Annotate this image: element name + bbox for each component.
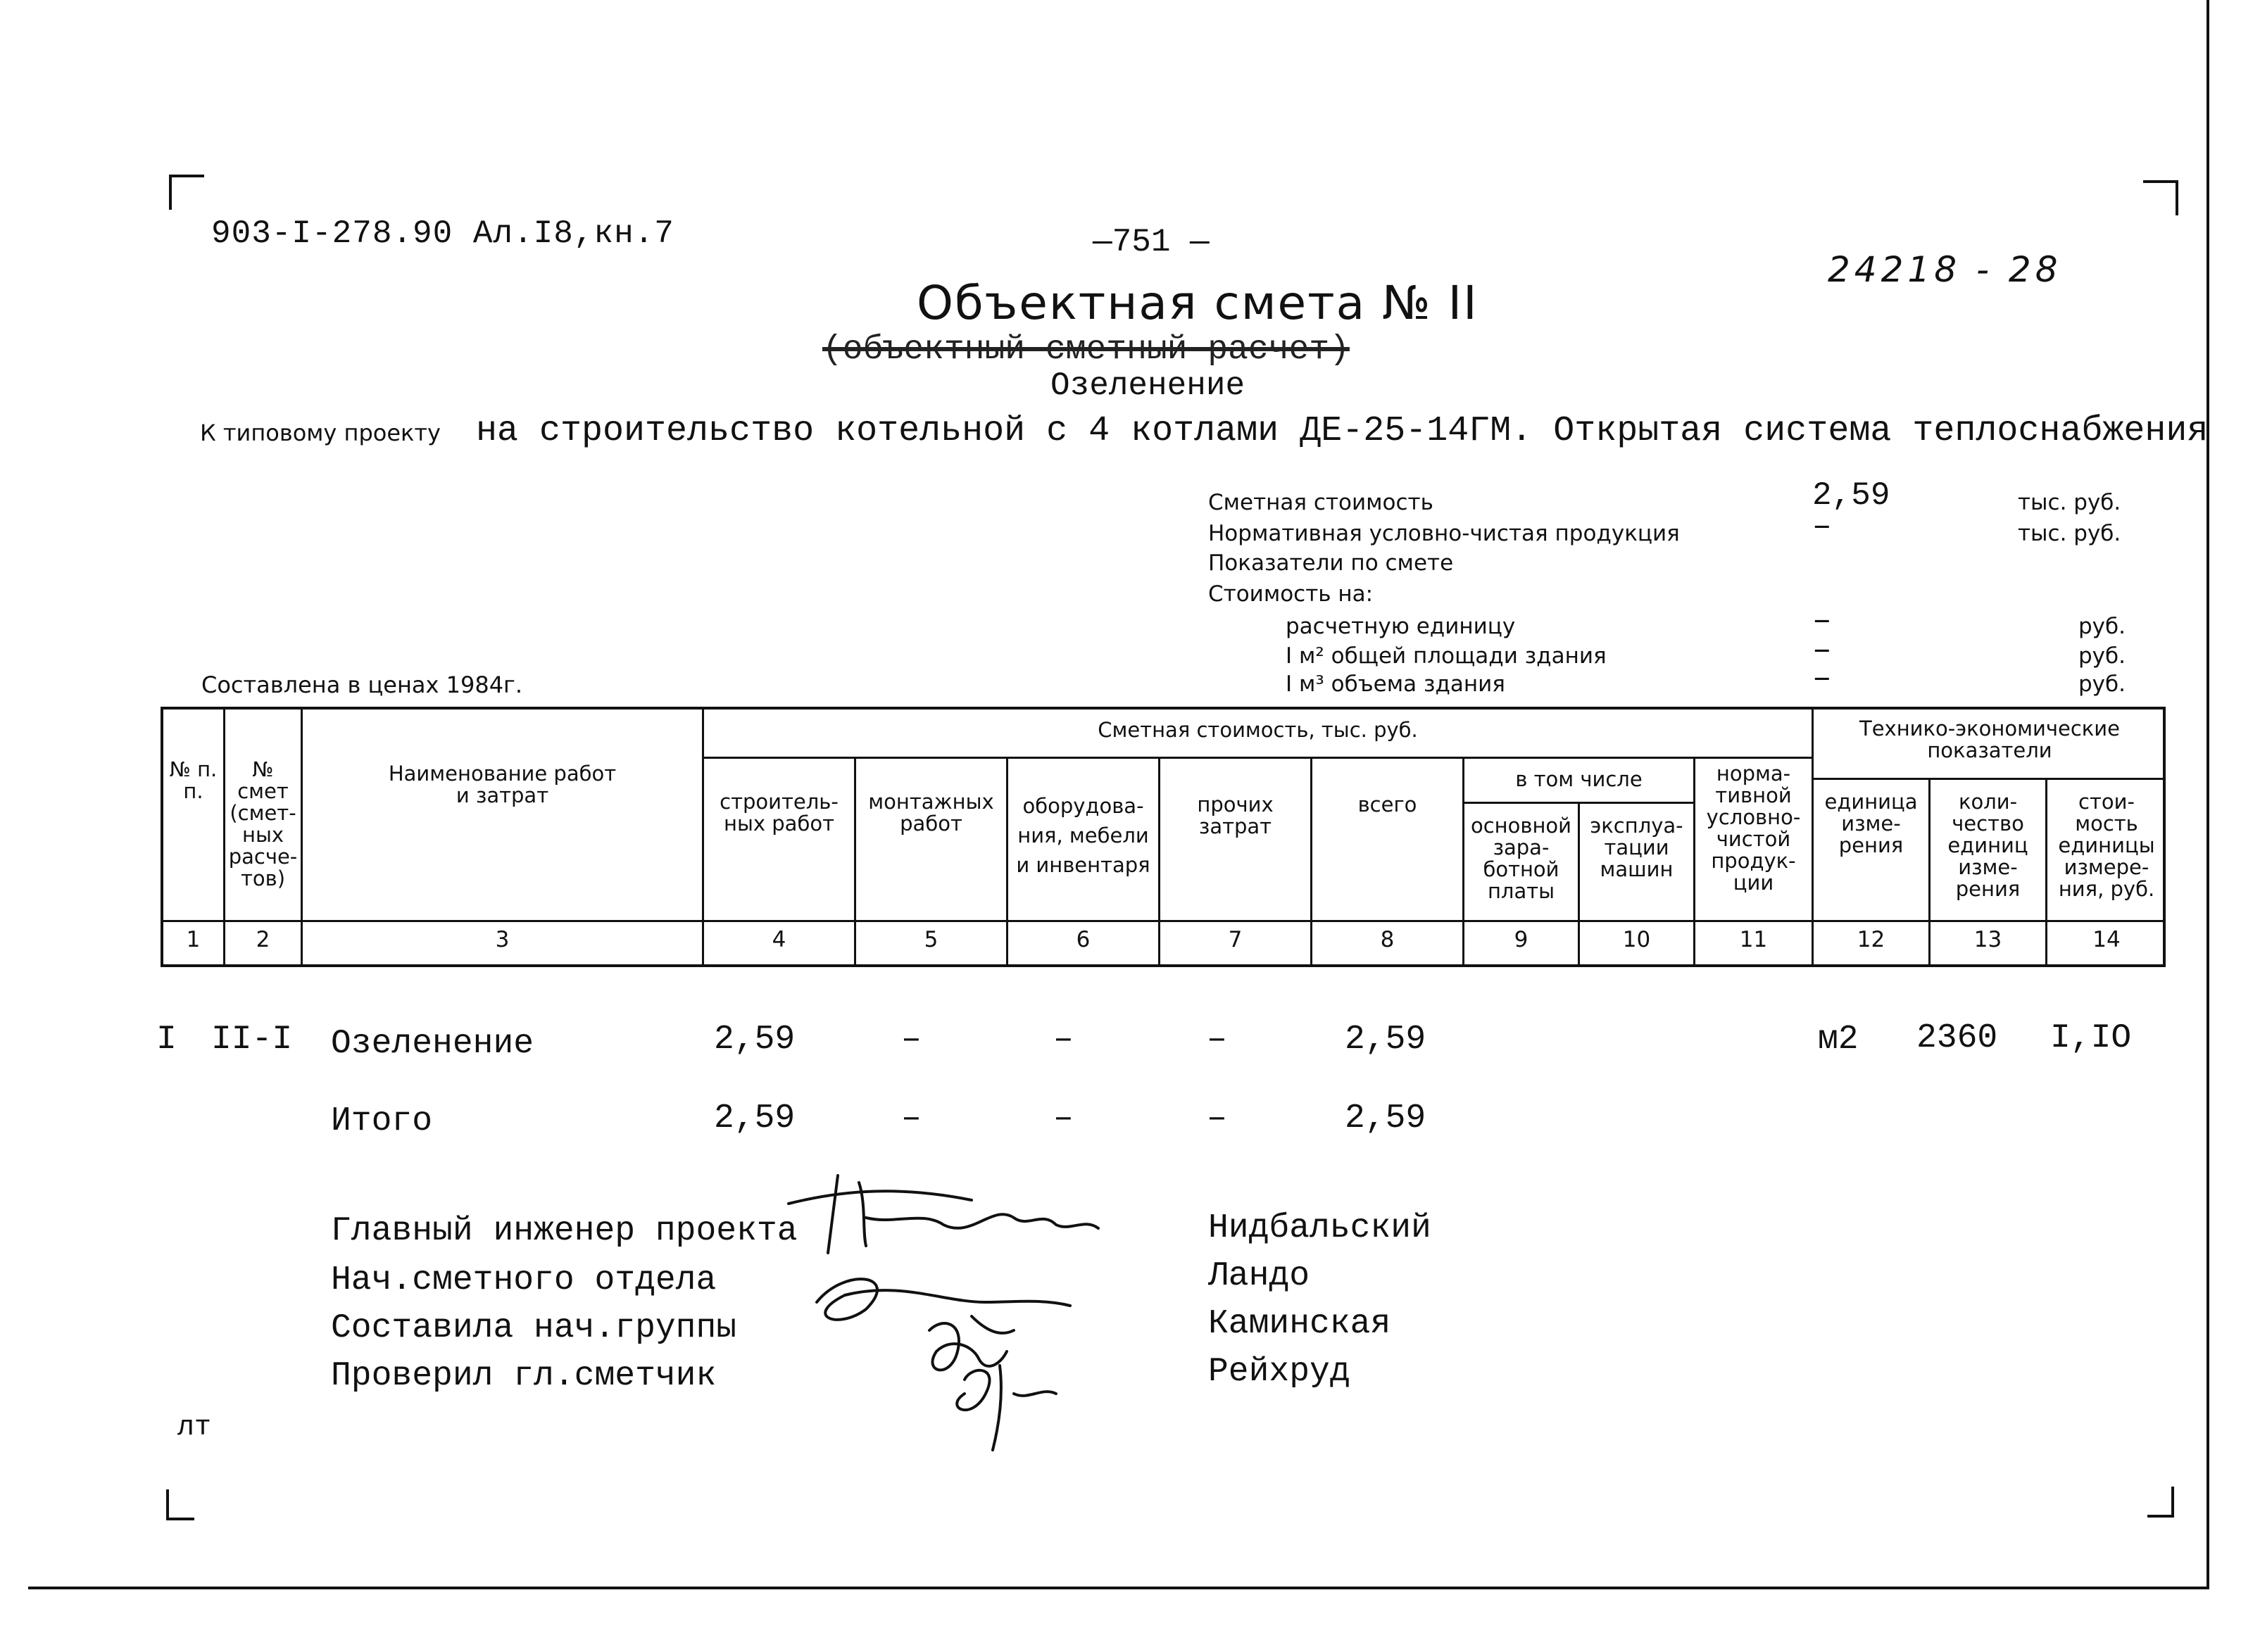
- col-number-8: 8: [1312, 922, 1464, 966]
- col-number-12: 12: [1814, 922, 1931, 966]
- total-other: –: [1207, 1099, 1227, 1137]
- col-number-13: 13: [1931, 922, 2047, 966]
- header-installation: монтажных работ: [856, 759, 1008, 922]
- row-no: I: [156, 1021, 177, 1059]
- col-number-10: 10: [1580, 922, 1695, 966]
- summary-unit-per-m3: руб.: [2078, 671, 2126, 697]
- row-construction: 2,59: [714, 1021, 796, 1059]
- handwritten-signatures: [760, 1161, 1126, 1457]
- col-number-3: 3: [303, 922, 704, 966]
- summary-value-per-unit: –: [1812, 603, 1832, 639]
- row-unit: м2: [1818, 1021, 1859, 1059]
- project-description: на строительство котельной с 4 котлами ДЕ-25-14ГМ. Открытая система теплоснабжения: [476, 411, 2209, 451]
- col-number-5: 5: [856, 922, 1008, 966]
- summary-label-per-m2: I м² общей площади здания: [1286, 643, 1607, 669]
- corner-mark-top-right: [2143, 180, 2178, 215]
- header-estimate-no: № смет (смет- ных расче- тов): [225, 710, 303, 922]
- header-name: Наименование работ и затрат: [303, 710, 704, 922]
- header-cost-group: Сметная стоимость, тыс. руб.: [704, 710, 1814, 759]
- header-equipment: оборудова- ния, мебели и инвентаря: [1008, 759, 1160, 922]
- summary-label-indicators: Показатели по смете: [1208, 550, 1454, 576]
- summary-unit-cost: тыс. руб.: [2018, 490, 2121, 515]
- page-title: Объектная смета № II: [917, 276, 1479, 330]
- summary-unit-per-unit: руб.: [2078, 614, 2126, 639]
- row-estimate-no: II-I: [211, 1021, 293, 1059]
- header-quantity: коли- чество единиц изме- рения: [1931, 780, 2047, 922]
- struck-subtitle: (объектный сметный расчет): [822, 331, 1350, 369]
- document-code: 903-I-278.90 Ал.I8,кн.7: [211, 215, 674, 252]
- signature-name-4: Рейхруд: [1208, 1353, 1350, 1391]
- signature-role-4: Проверил гл.сметчик: [331, 1357, 717, 1395]
- row-quantity: 2360: [1916, 1019, 1998, 1057]
- col-number-14: 14: [2092, 927, 2121, 952]
- summary-unit-net-product: тыс. руб.: [2018, 521, 2121, 546]
- row-unit-cost: I,IO: [2050, 1019, 2132, 1057]
- header-incl-group: в том числе: [1464, 759, 1695, 804]
- summary-label-per-m3: I м³ объема здания: [1286, 671, 1505, 697]
- header-unit: единица изме- рения: [1814, 780, 1931, 922]
- row-other: –: [1207, 1021, 1227, 1059]
- total-equipment: –: [1053, 1099, 1074, 1137]
- col-number-1: 1: [163, 922, 225, 966]
- page-number: —751 —: [1093, 224, 1210, 260]
- corner-mark-top-left: [169, 175, 204, 210]
- row-name: Озеленение: [331, 1025, 534, 1063]
- summary-label-cost-per: Стоимость на:: [1208, 581, 1374, 607]
- summary-label-net-product: Нормативная условно-чистая продукция: [1208, 521, 1680, 546]
- summary-label-per-unit: расчетную единицу: [1286, 614, 1516, 639]
- summary-value-per-m3: –: [1812, 660, 1832, 697]
- header-net-product: норма- тивной условно- чистой продук- ции: [1695, 759, 1814, 922]
- estimate-table-header: [161, 707, 2166, 967]
- col-number-9: 9: [1464, 922, 1580, 966]
- signature-name-3: Каминская: [1208, 1305, 1391, 1343]
- col-number-4: 4: [704, 922, 856, 966]
- summary-label-cost: Сметная стоимость: [1208, 490, 1433, 515]
- total-name: Итого: [331, 1102, 433, 1140]
- signature-name-1: Нидбальский: [1208, 1209, 1431, 1247]
- corner-mark-bottom-right: [2147, 1487, 2174, 1518]
- row-total: 2,59: [1345, 1021, 1426, 1059]
- object-name: Озеленение: [1050, 367, 1245, 404]
- signature-role-3: Составила нач.группы: [331, 1309, 737, 1347]
- page-edge-bottom: [28, 1587, 2209, 1589]
- summary-value-per-m2: –: [1812, 632, 1832, 669]
- total-total: 2,59: [1345, 1099, 1426, 1137]
- header-no: № п. п.: [163, 710, 225, 922]
- signature-name-2: Ландо: [1208, 1257, 1310, 1295]
- row-installation: –: [901, 1021, 922, 1059]
- header-construction: строитель- ных работ: [704, 759, 856, 922]
- summary-unit-per-m2: руб.: [2078, 643, 2126, 669]
- project-label: К типовому проекту: [200, 420, 441, 446]
- summary-value-cost: 2,59: [1812, 477, 1890, 514]
- handwritten-number: 24218 - 28: [1828, 249, 2062, 290]
- col-number-2: 2: [225, 922, 303, 966]
- prices-note: Составлена в ценах 1984г.: [201, 671, 523, 698]
- footer-mark: лт: [177, 1412, 212, 1444]
- summary-value-net-product: –: [1812, 508, 1832, 545]
- header-other: прочих затрат: [1160, 759, 1312, 922]
- header-machines: эксплуа- тации машин: [1580, 804, 1695, 922]
- header-unit-cost: стои- мость единицы измере- ния, руб.: [2047, 780, 2166, 922]
- col-number-6: 6: [1008, 922, 1160, 966]
- row-equipment: –: [1053, 1021, 1074, 1059]
- page-edge-right: [2207, 0, 2209, 1589]
- header-tech-group: Технико-экономические показатели: [1814, 710, 2166, 780]
- total-construction: 2,59: [714, 1099, 796, 1137]
- signature-role-1: Главный инженер проекта: [331, 1212, 798, 1250]
- col-number-7: 7: [1160, 922, 1312, 966]
- corner-mark-bottom-left: [166, 1489, 194, 1520]
- header-wages: основной зара- ботной платы: [1464, 804, 1580, 922]
- header-total: всего: [1312, 759, 1464, 922]
- total-installation: –: [901, 1099, 922, 1137]
- signature-role-2: Нач.сметного отдела: [331, 1261, 717, 1299]
- col-number-11: 11: [1695, 922, 1814, 966]
